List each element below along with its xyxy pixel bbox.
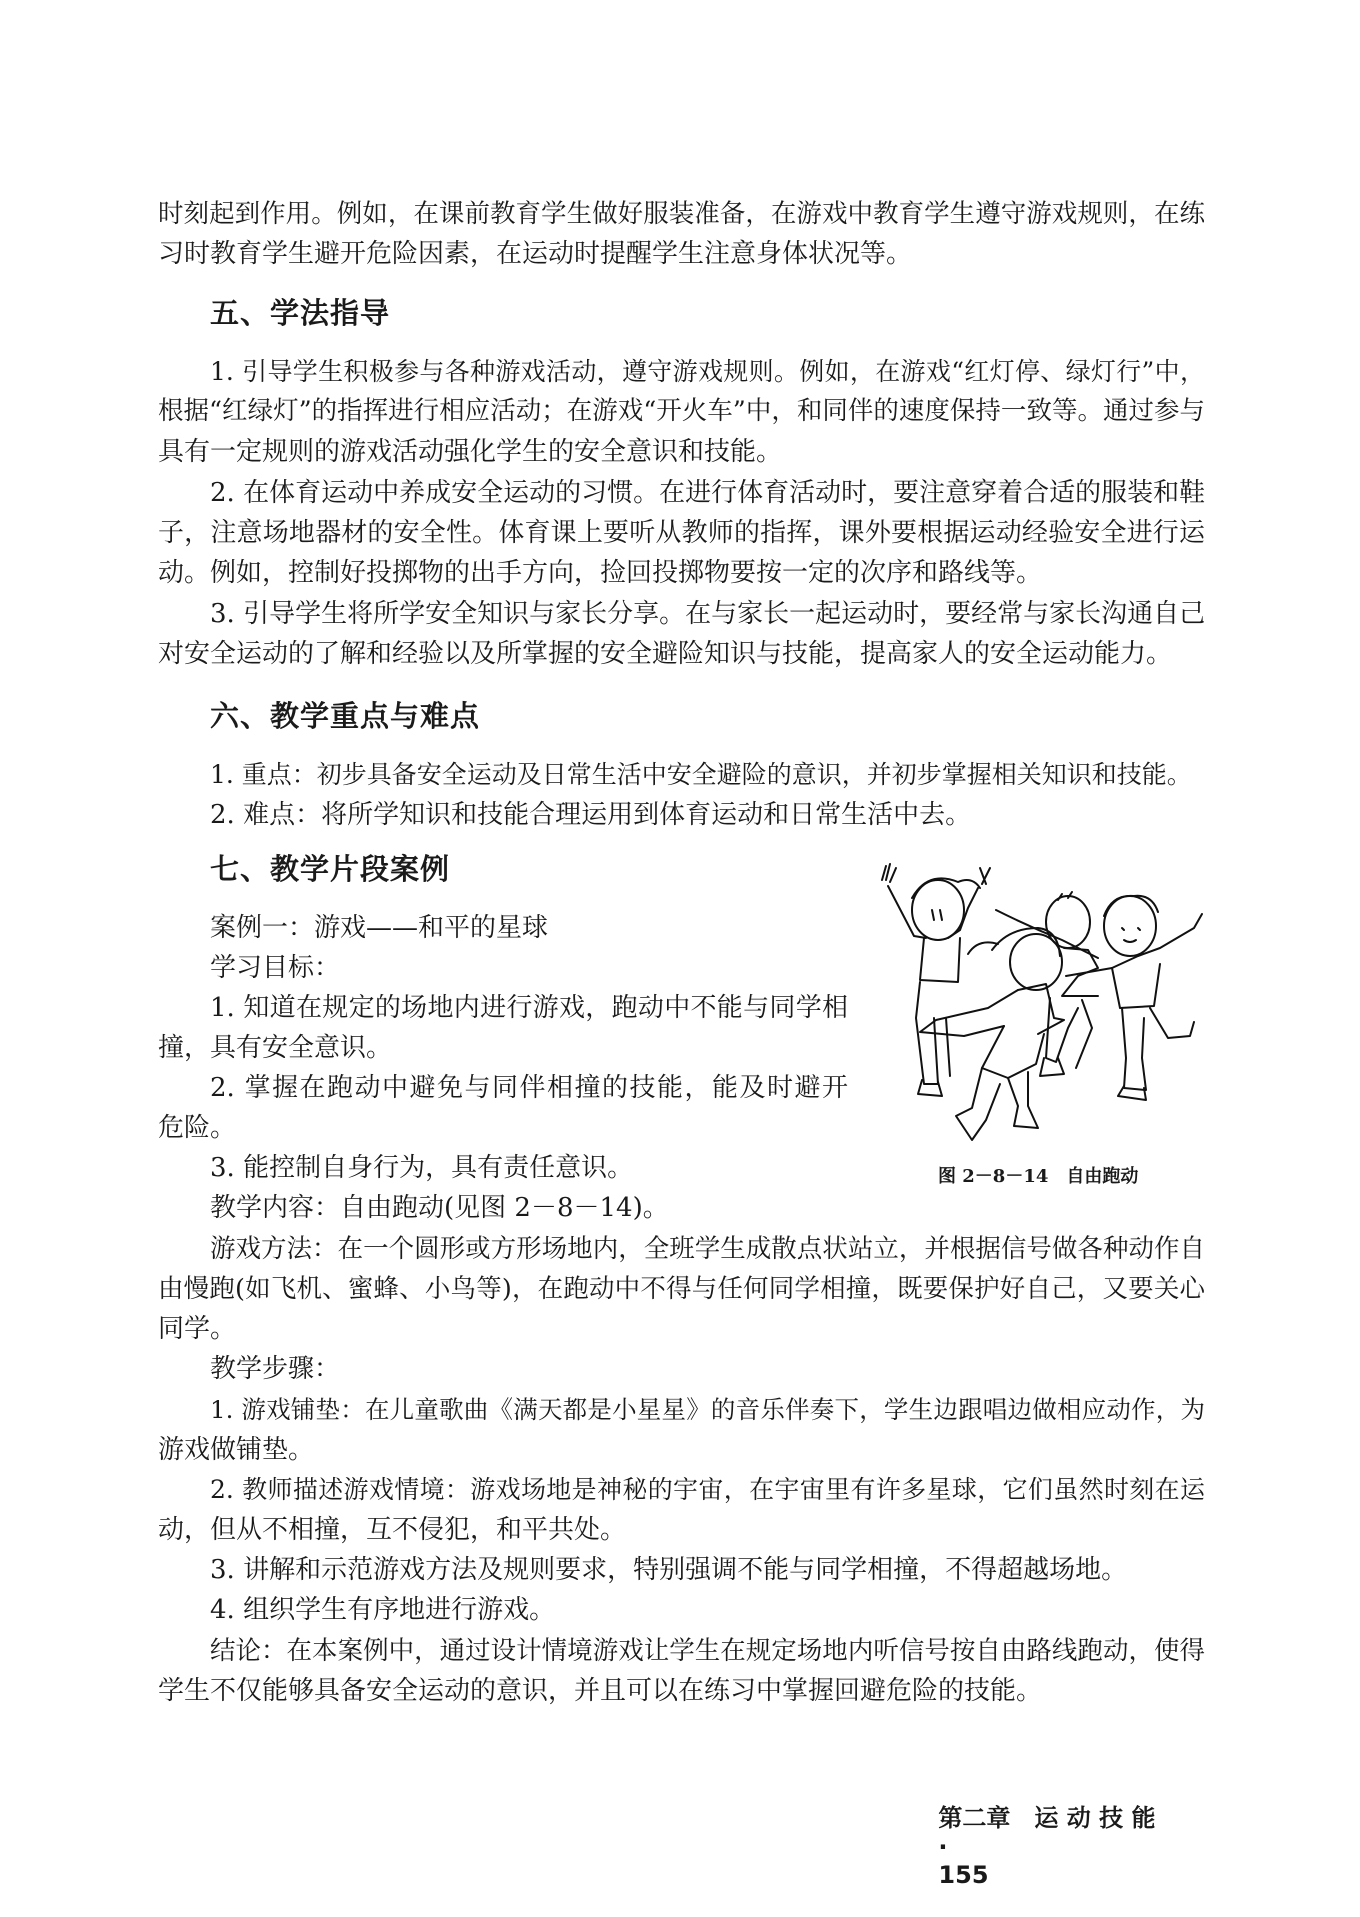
conclusion-line: 学生不仅能够具备安全运动的意识，并且可以在练习中掌握回避危险的技能。: [158, 1676, 1043, 1706]
step-line: 4. 组织学生有序地进行游戏。: [210, 1595, 556, 1625]
step-line: 游戏做铺垫。: [158, 1435, 315, 1465]
method-line: 游戏方法：在一个圆形或方形场地内，全班学生成散点状站立，并根据信号做各种动作自: [210, 1234, 1205, 1264]
intro-line: 习时教育学生避开危险因素，在运动时提醒学生注意身体状况等。: [158, 239, 913, 269]
step-line: 2. 教师描述游戏情境：游戏场地是神秘的宇宙，在宇宙里有许多星球，它们虽然时刻在运: [210, 1475, 1205, 1504]
goal-line: 危险。: [158, 1113, 237, 1143]
child-figure: [920, 928, 1064, 1140]
child-figure: [1066, 896, 1202, 1100]
method-line: 由慢跑(如飞机、蜜蜂、小鸟等)，在跑动中不得与任何同学相撞，既要保护好自己，又要关心: [158, 1274, 1205, 1304]
section-heading: 七、教学片段案例: [210, 852, 451, 886]
paragraph-line: 2. 在体育运动中养成安全运动的习惯。在进行体育活动时，要注意穿着合适的服装和鞋: [210, 478, 1206, 508]
section-heading: 五、学法指导: [210, 296, 391, 330]
step-line: 1. 游戏铺垫：在儿童歌曲《满天都是小星星》的音乐伴奏下，学生边跟唱边做相应动作，为: [210, 1395, 1205, 1424]
paragraph-line: 具有一定规则的游戏活动强化学生的安全意识和技能。: [158, 437, 783, 467]
page-footer: [905, 1770, 1156, 1917]
method-line: 同学。: [158, 1314, 237, 1344]
teaching-content: 教学内容：自由跑动(见图 2－8－14)。: [210, 1193, 669, 1223]
paragraph-line: 3. 引导学生将所学安全知识与家长分享。在与家长一起运动时，要经常与家长沟通自己: [210, 599, 1206, 629]
intro-line: 时刻起到作用。例如，在课前教育学生做好服装准备，在游戏中教育学生遵守游戏规则，在练: [158, 199, 1205, 229]
step-line: 3. 讲解和示范游戏方法及规则要求，特别强调不能与同学相撞，不得超越场地。: [210, 1555, 1128, 1585]
difficult-point: 2. 难点：将所学知识和技能合理运用到体育运动和日常生活中去。: [210, 800, 972, 830]
paragraph-line: 根据“红绿灯”的指挥进行相应活动；在游戏“开火车”中，和同伴的速度保持一致等。通过参与: [158, 396, 1205, 426]
goal-line: 撞，具有安全意识。: [158, 1033, 393, 1063]
paragraph-line: 1. 引导学生积极参与各种游戏活动，遵守游戏规则。例如，在游戏“红灯停、绿灯行”中，: [210, 357, 1205, 386]
figure-caption: 图 2－8－14 自由跑动: [938, 1166, 1139, 1187]
page-number: 155: [938, 1861, 989, 1889]
key-point: 1. 重点：初步具备安全运动及日常生活中安全避险的意识，并初步掌握相关知识和技能。: [210, 760, 1192, 789]
conclusion-line: 结论：在本案例中，通过设计情境游戏让学生在规定场地内听信号按自由路线跑动，使得: [210, 1636, 1205, 1666]
paragraph-line: 动。例如，控制好投掷物的出手方向，捡回投掷物要按一定的次序和路线等。: [158, 558, 1043, 588]
separator-dot: ·: [938, 1833, 948, 1861]
goal-line: 3. 能控制自身行为，具有责任意识。: [210, 1153, 634, 1183]
goal-line: 2. 掌握在跑动中避免与同伴相撞的技能，能及时避开: [210, 1073, 848, 1103]
child-figure: [882, 864, 990, 1096]
goals-label: 学习目标：: [210, 953, 341, 983]
steps-label: 教学步骤：: [210, 1354, 341, 1384]
step-line: 动，但从不相撞，互不侵犯，和平共处。: [158, 1515, 627, 1545]
paragraph-line: 子，注意场地器材的安全性。体育课上要听从教师的指挥，课外要根据运动经验安全进行运: [158, 518, 1205, 548]
chapter-title: 第二章 运 动 技 能: [938, 1804, 1156, 1832]
section-heading: 六、教学重点与难点: [210, 699, 481, 733]
case-title: 案例一：游戏——和平的星球: [210, 913, 549, 943]
children-running-illustration: [868, 858, 1208, 1154]
goal-line: 1. 知道在规定的场地内进行游戏，跑动中不能与同学相: [210, 993, 848, 1023]
paragraph-line: 对安全运动的了解和经验以及所掌握的安全避险知识与技能，提高家人的安全运动能力。: [158, 639, 1173, 669]
